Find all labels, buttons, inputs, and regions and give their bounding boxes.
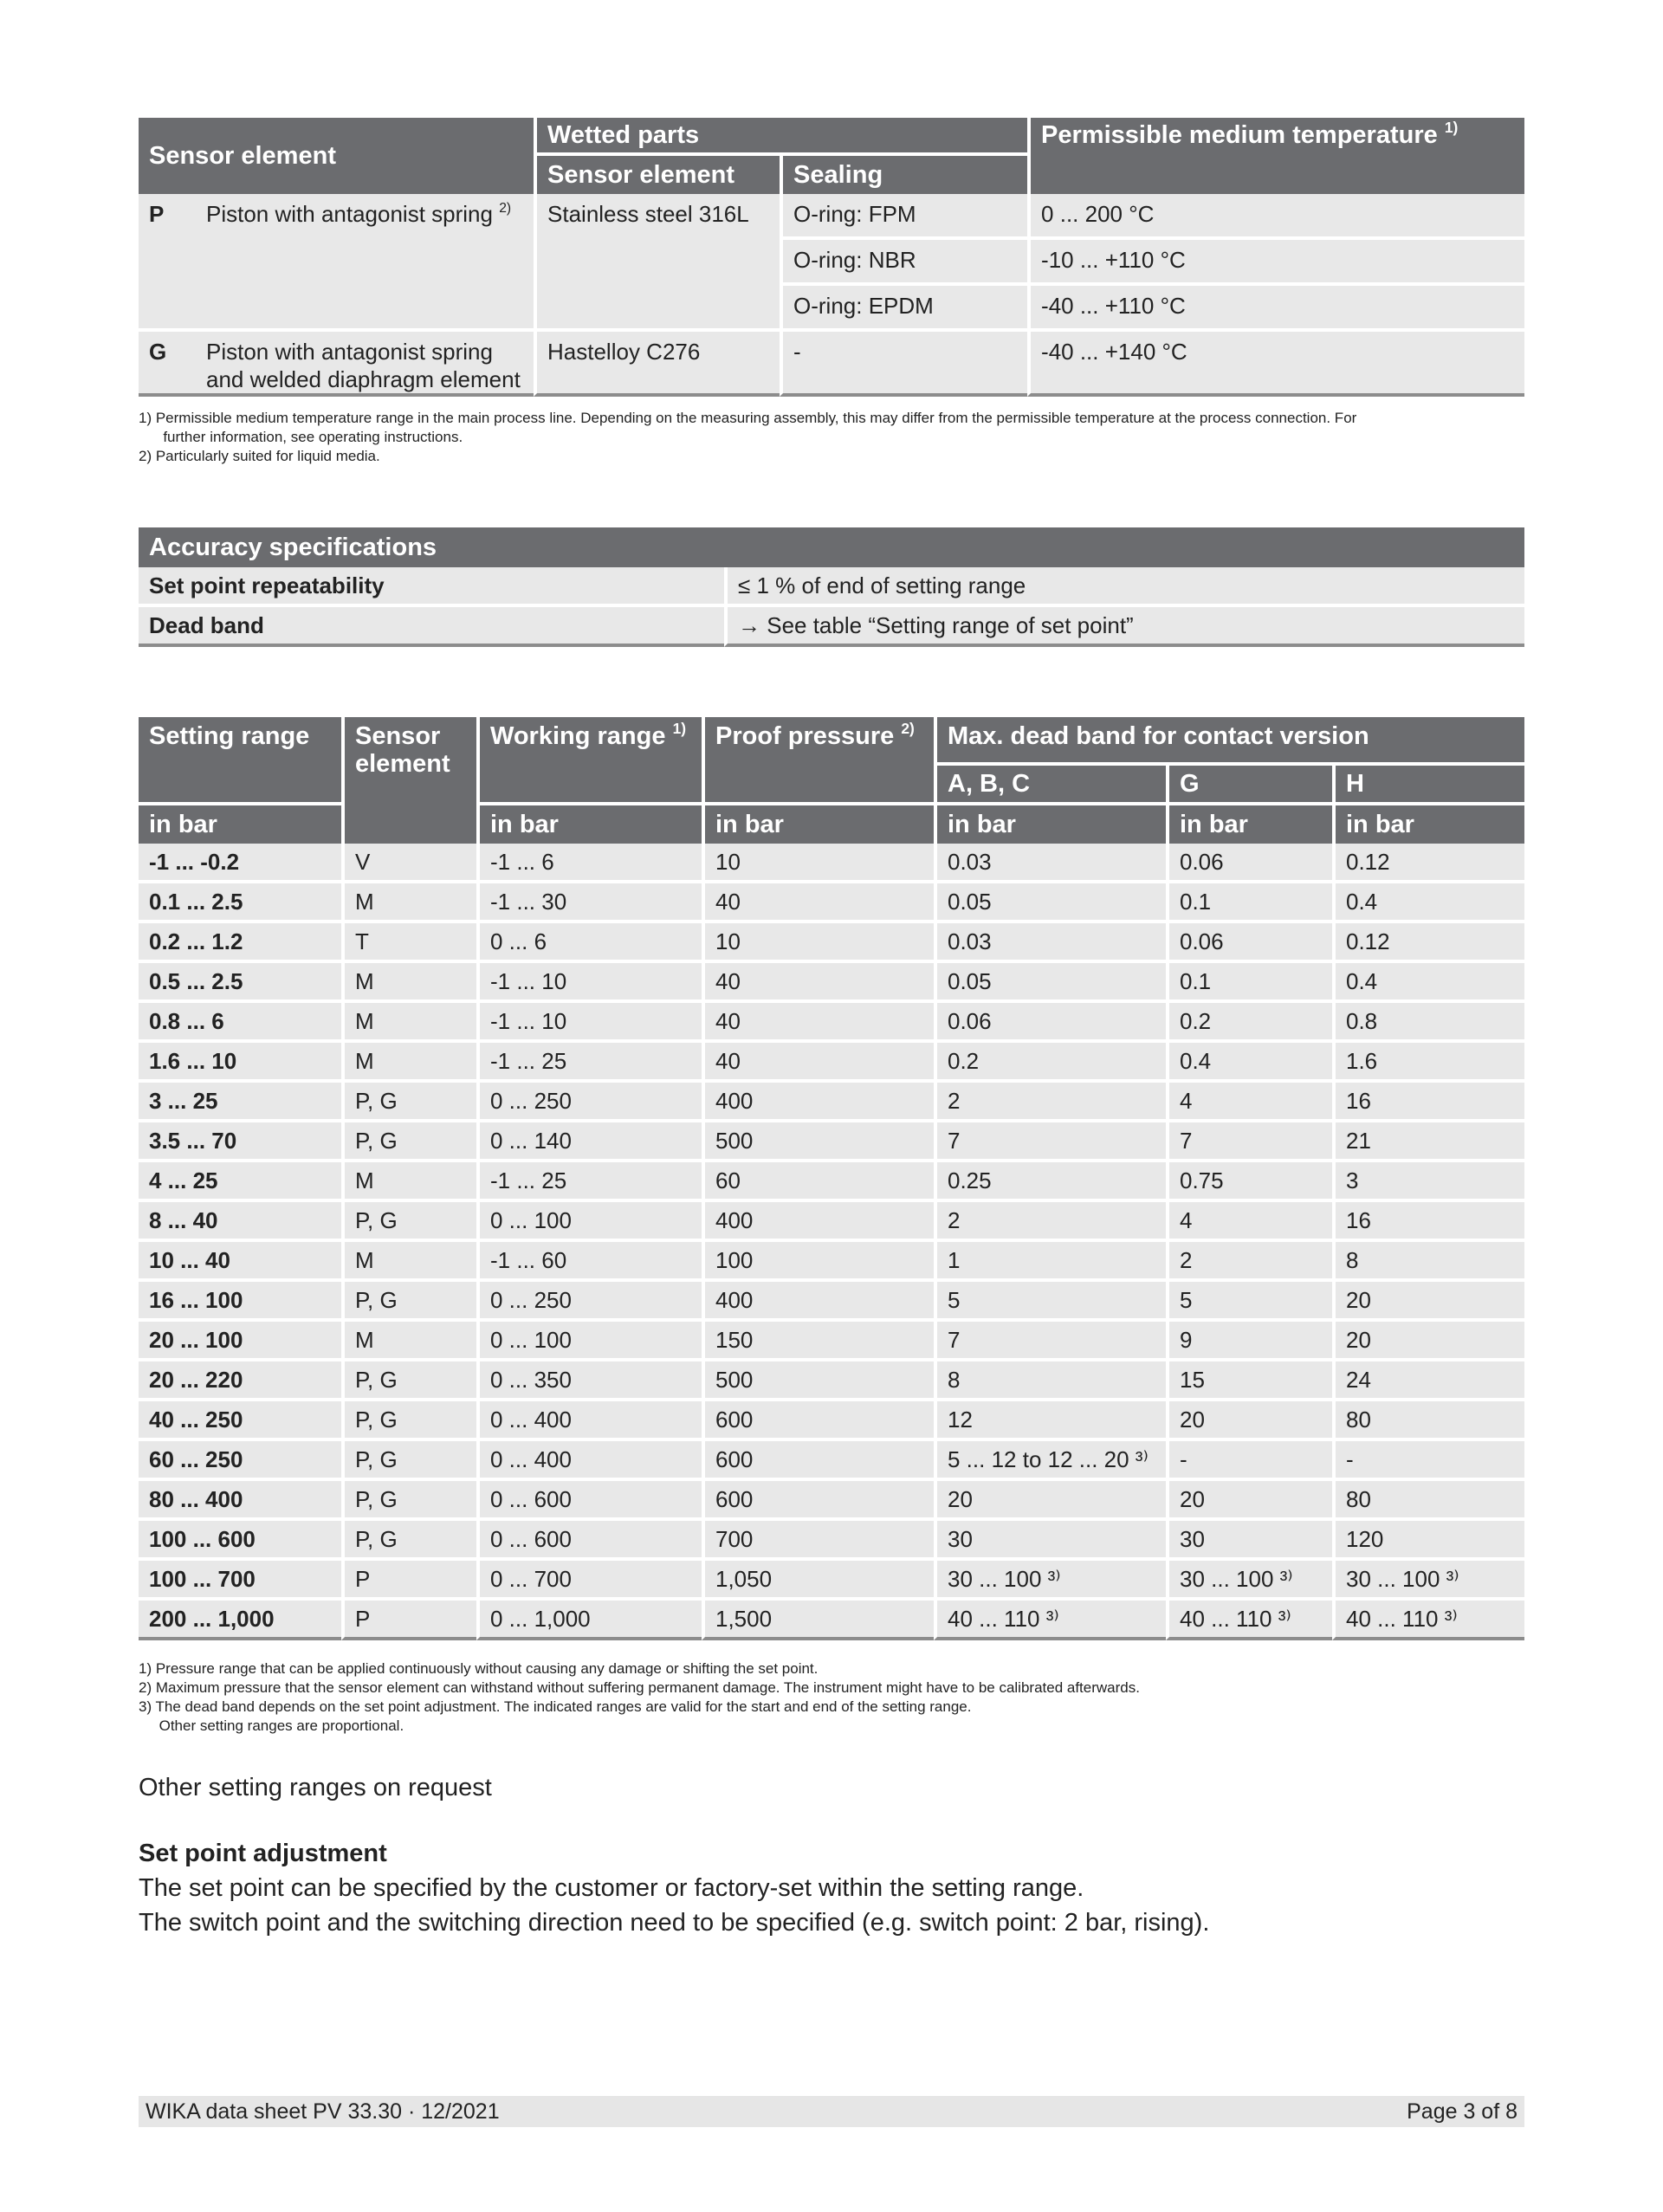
table-cell: -1 ... -0.2 <box>139 844 341 880</box>
table-cell: 0 ... 100 <box>476 1318 702 1358</box>
table-row <box>139 960 1524 999</box>
table-cell: P <box>341 1597 476 1640</box>
table-cell: 200 ... 1,000 <box>139 1597 341 1640</box>
table-cell: 20 ... 220 <box>139 1358 341 1398</box>
seal-cell: O-ring: EPDM <box>780 282 1027 328</box>
table-cell: 0.75 <box>1166 1159 1332 1199</box>
table-cell: 30 ... 100 ³⁾ <box>934 1557 1166 1597</box>
table-cell: 100 <box>702 1239 934 1278</box>
table-cell: 0.06 <box>1166 844 1332 880</box>
unit-label: in bar <box>702 802 934 844</box>
table-cell: P, G <box>341 1119 476 1159</box>
header-proof-pressure: Proof pressure $^{2)}$ <box>702 717 934 802</box>
table-row <box>139 1438 1524 1478</box>
table-cell: 0.4 <box>1166 1039 1332 1079</box>
table-cell: 80 <box>1332 1398 1524 1438</box>
table-cell: M <box>341 999 476 1039</box>
table-row <box>139 920 1524 960</box>
table-cell: M <box>341 960 476 999</box>
table-cell: 10 <box>702 844 934 880</box>
accuracy-value: ≤ 1 % of end of setting range <box>724 567 1524 604</box>
header-max-dead-band: Max. dead band for contact version <box>934 717 1524 762</box>
table-cell: 1,050 <box>702 1557 934 1597</box>
footnotes-materials <box>139 409 1524 466</box>
table-cell: 60 <box>702 1159 934 1199</box>
table-cell: -1 ... 10 <box>476 999 702 1039</box>
table-cell: 20 <box>1166 1478 1332 1517</box>
table-cell: 0.1 ... 2.5 <box>139 880 341 920</box>
table-row <box>139 999 1524 1039</box>
table-cell: 20 <box>1332 1318 1524 1358</box>
unit-label: in bar <box>934 802 1166 844</box>
table-cell: 12 <box>934 1398 1166 1438</box>
table-row <box>139 1159 1524 1199</box>
seal-cell: O-ring: FPM <box>780 194 1027 236</box>
header-sensor-element: Sensor element <box>341 717 476 844</box>
footnote: 1) Pressure range that can be applied continuously without causing any damage or shifting the set point. <box>139 1660 819 1677</box>
table-cell: P, G <box>341 1438 476 1478</box>
material-g: Hastelloy C276 <box>534 328 780 397</box>
header-sensor-element: Sensor element <box>139 118 534 194</box>
table-cell: 9 <box>1166 1318 1332 1358</box>
table-cell: 21 <box>1332 1119 1524 1159</box>
table-cell: 20 <box>1332 1278 1524 1318</box>
table-cell: 100 ... 600 <box>139 1517 341 1557</box>
seal-g: - <box>780 328 1027 397</box>
table-cell: M <box>341 880 476 920</box>
table-cell: 8 ... 40 <box>139 1199 341 1239</box>
table-cell: 8 <box>1332 1239 1524 1278</box>
table-cell: P, G <box>341 1517 476 1557</box>
table-cell: 5 ... 12 to 12 ... 20 ³⁾ <box>934 1438 1166 1478</box>
table-cell: 1.6 <box>1332 1039 1524 1079</box>
table-cell: 0.12 <box>1332 920 1524 960</box>
header-sealing: Sealing <box>780 152 1027 194</box>
table-cell: 0.2 ... 1.2 <box>139 920 341 960</box>
table-cell: 3.5 ... 70 <box>139 1119 341 1159</box>
table-cell: 24 <box>1332 1358 1524 1398</box>
header-working-range: Working range $^{1)}$ <box>476 717 702 802</box>
header-wetted-parts: Wetted parts <box>534 118 1027 152</box>
table-cell: -1 ... 25 <box>476 1039 702 1079</box>
table-cell: 120 <box>1332 1517 1524 1557</box>
unit-label: in bar <box>139 802 341 844</box>
table-cell: P, G <box>341 1079 476 1119</box>
table-cell: 500 <box>702 1119 934 1159</box>
page-footer <box>139 2096 1524 2127</box>
table-cell: 7 <box>934 1119 1166 1159</box>
table-cell: 1 <box>934 1239 1166 1278</box>
table-cell: M <box>341 1318 476 1358</box>
table-cell: -1 ... 30 <box>476 880 702 920</box>
unit-label: in bar <box>1166 802 1332 844</box>
table-cell: 0.8 <box>1332 999 1524 1039</box>
table-cell: 0.06 <box>934 999 1166 1039</box>
unit-label: in bar <box>476 802 702 844</box>
table-cell: 80 ... 400 <box>139 1478 341 1517</box>
table-cell: 7 <box>1166 1119 1332 1159</box>
table-cell: 3 <box>1332 1159 1524 1199</box>
paragraph-line: The set point can be specified by the customer or factory-set within the setting range. <box>139 1874 1084 1902</box>
table-cell: - <box>1332 1438 1524 1478</box>
header-wetted-sensor: Sensor element <box>534 152 780 194</box>
table-cell: 0 ... 600 <box>476 1517 702 1557</box>
table-row <box>139 1478 1524 1517</box>
table-cell: 0.05 <box>934 880 1166 920</box>
table-cell: 1.6 ... 10 <box>139 1039 341 1079</box>
table-cell: 0.1 <box>1166 880 1332 920</box>
table-cell: 20 ... 100 <box>139 1318 341 1358</box>
table-cell: 400 <box>702 1199 934 1239</box>
code-g: G <box>139 328 196 397</box>
table-cell: 0.4 <box>1332 960 1524 999</box>
header-h: H <box>1332 762 1524 802</box>
table-row <box>139 1239 1524 1278</box>
accuracy-table <box>139 527 1524 647</box>
footnote: 2) Particularly suited for liquid media. <box>139 448 380 464</box>
table-cell: 0.2 <box>934 1039 1166 1079</box>
table-cell: 100 ... 700 <box>139 1557 341 1597</box>
table-cell: 400 <box>702 1278 934 1318</box>
desc-g: Piston with antagonist spring and welded diaphragm element <box>196 328 534 397</box>
table-cell: 600 <box>702 1478 934 1517</box>
accuracy-label: Set point repeatability <box>139 567 724 604</box>
table-cell: 600 <box>702 1398 934 1438</box>
table-cell: 0.03 <box>934 844 1166 880</box>
table-cell: P, G <box>341 1358 476 1398</box>
table-row <box>139 880 1524 920</box>
accuracy-title: Accuracy specifications <box>139 527 1524 567</box>
table-cell: 80 <box>1332 1478 1524 1517</box>
table-cell: 16 <box>1332 1079 1524 1119</box>
table-cell: 40 <box>702 880 934 920</box>
table-cell: - <box>1166 1438 1332 1478</box>
table-cell: -1 ... 10 <box>476 960 702 999</box>
accuracy-value: → See table “Setting range of set point” <box>724 604 1524 647</box>
table-cell: 10 <box>702 920 934 960</box>
table-row <box>139 1398 1524 1438</box>
table-cell: 4 <box>1166 1079 1332 1119</box>
table-cell: 0 ... 350 <box>476 1358 702 1398</box>
table-cell: 20 <box>934 1478 1166 1517</box>
table-cell: 40 <box>702 960 934 999</box>
table-cell: 0 ... 400 <box>476 1438 702 1478</box>
table-cell: 0 ... 1,000 <box>476 1597 702 1640</box>
table-cell: 0.05 <box>934 960 1166 999</box>
table-cell: 4 ... 25 <box>139 1159 341 1199</box>
table-cell: 700 <box>702 1517 934 1557</box>
footnote: Other setting ranges are proportional. <box>139 1717 404 1734</box>
table-cell: 2 <box>1166 1239 1332 1278</box>
table-cell: P, G <box>341 1398 476 1438</box>
table-cell: 7 <box>934 1318 1166 1358</box>
table-row <box>139 1557 1524 1597</box>
temp-cell: 0 ... 200 °C <box>1027 194 1524 236</box>
sensor-materials-table <box>139 118 1524 397</box>
table-cell: P, G <box>341 1199 476 1239</box>
table-cell: 0 ... 6 <box>476 920 702 960</box>
table-cell: 0 ... 140 <box>476 1119 702 1159</box>
table-cell: 0.12 <box>1332 844 1524 880</box>
footnote: 3) The dead band depends on the set point adjustment. The indicated ranges are valid for the start and end of the setting range. <box>139 1698 972 1715</box>
table-row <box>139 1517 1524 1557</box>
footnote: further information, see operating instructions. <box>139 429 463 445</box>
setting-range-table <box>139 717 1524 1640</box>
table-cell: 40 <box>702 1039 934 1079</box>
table-cell: 40 ... 110 ³⁾ <box>934 1597 1166 1640</box>
table-cell: V <box>341 844 476 880</box>
table-cell: 0.1 <box>1166 960 1332 999</box>
set-point-adjustment <box>139 1836 1209 1940</box>
table-cell: 0 ... 400 <box>476 1398 702 1438</box>
table-cell: T <box>341 920 476 960</box>
table-cell: 0 ... 100 <box>476 1199 702 1239</box>
table-cell: M <box>341 1239 476 1278</box>
footer-page-number: Page 3 of 8 <box>1407 2099 1517 2124</box>
table-cell: 15 <box>1166 1358 1332 1398</box>
section-title: Set point adjustment <box>139 1840 387 1867</box>
table-row <box>139 1318 1524 1358</box>
table-cell: -1 ... 6 <box>476 844 702 880</box>
table-row <box>139 844 1524 880</box>
material-p: Stainless steel 316L <box>534 194 780 328</box>
table-row <box>139 1079 1524 1119</box>
table-cell: 60 ... 250 <box>139 1438 341 1478</box>
table-cell: P, G <box>341 1278 476 1318</box>
table-cell: 0 ... 250 <box>476 1079 702 1119</box>
table-cell: 150 <box>702 1318 934 1358</box>
table-cell: 30 ... 100 ³⁾ <box>1166 1557 1332 1597</box>
table-cell: 0 ... 700 <box>476 1557 702 1597</box>
footnote: 2) Maximum pressure that the sensor element can withstand without suffering permanent damage. The instrument might have to be calibrated afterwards. <box>139 1679 1140 1696</box>
table-row <box>139 1119 1524 1159</box>
table-cell: 0.5 ... 2.5 <box>139 960 341 999</box>
desc-p: Piston with antagonist spring $^{2)}$ <box>196 194 534 328</box>
table-cell: 40 ... 110 ³⁾ <box>1332 1597 1524 1640</box>
other-ranges-note: Other setting ranges on request <box>139 1774 492 1801</box>
table-cell: 500 <box>702 1358 934 1398</box>
table-row <box>139 1039 1524 1079</box>
unit-label: in bar <box>1332 802 1524 844</box>
table-cell: -1 ... 60 <box>476 1239 702 1278</box>
table-cell: 8 <box>934 1358 1166 1398</box>
table-cell: 5 <box>934 1278 1166 1318</box>
temp-g: -40 ... +140 °C <box>1027 328 1524 397</box>
table-cell: 40 <box>702 999 934 1039</box>
header-g: G <box>1166 762 1332 802</box>
footnotes-ranges <box>139 1659 1524 1736</box>
table-cell: 0.2 <box>1166 999 1332 1039</box>
table-cell: P <box>341 1557 476 1597</box>
table-row <box>139 1358 1524 1398</box>
table-cell: 10 ... 40 <box>139 1239 341 1278</box>
footer-doc-id: WIKA data sheet PV 33.30 · 12/2021 <box>146 2099 500 2124</box>
table-row <box>139 1278 1524 1318</box>
table-row <box>139 1199 1524 1239</box>
table-cell: 400 <box>702 1079 934 1119</box>
table-cell: 0.25 <box>934 1159 1166 1199</box>
seal-cell: O-ring: NBR <box>780 236 1027 282</box>
table-cell: M <box>341 1159 476 1199</box>
table-cell: 0.4 <box>1332 880 1524 920</box>
table-cell: -1 ... 25 <box>476 1159 702 1199</box>
table-cell: 30 <box>1166 1517 1332 1557</box>
table-cell: 0.8 ... 6 <box>139 999 341 1039</box>
table-cell: 4 <box>1166 1199 1332 1239</box>
table-cell: 2 <box>934 1079 1166 1119</box>
table-cell: 2 <box>934 1199 1166 1239</box>
table-cell: 3 ... 25 <box>139 1079 341 1119</box>
header-medium-temperature: Permissible medium temperature $^{1)}$ <box>1027 118 1524 194</box>
header-setting-range: Setting range <box>139 717 341 802</box>
footnote: 1) Permissible medium temperature range in the main process line. Depending on the measuring assembly, this may differ from the permissible temperature at the process connection. For <box>139 410 1357 426</box>
temp-cell: -10 ... +110 °C <box>1027 236 1524 282</box>
table-cell: P, G <box>341 1478 476 1517</box>
table-cell: M <box>341 1039 476 1079</box>
table-cell: 1,500 <box>702 1597 934 1640</box>
table-cell: 40 ... 250 <box>139 1398 341 1438</box>
header-abc: A, B, C <box>934 762 1166 802</box>
table-cell: 30 <box>934 1517 1166 1557</box>
table-cell: 40 ... 110 ³⁾ <box>1166 1597 1332 1640</box>
table-cell: 30 ... 100 ³⁾ <box>1332 1557 1524 1597</box>
table-cell: 5 <box>1166 1278 1332 1318</box>
table-cell: 0.06 <box>1166 920 1332 960</box>
table-cell: 0 ... 600 <box>476 1478 702 1517</box>
table-cell: 0 ... 250 <box>476 1278 702 1318</box>
table-cell: 600 <box>702 1438 934 1478</box>
paragraph-line: The switch point and the switching direction need to be specified (e.g. switch point: 2 bar, rising). <box>139 1909 1210 1937</box>
table-row <box>139 1597 1524 1640</box>
table-cell: 16 ... 100 <box>139 1278 341 1318</box>
temp-cell: -40 ... +110 °C <box>1027 282 1524 328</box>
setting-range-rows <box>139 844 1524 1640</box>
accuracy-label: Dead band <box>139 604 724 647</box>
code-p: P <box>139 194 196 328</box>
table-cell: 0.03 <box>934 920 1166 960</box>
table-cell: 16 <box>1332 1199 1524 1239</box>
table-cell: 20 <box>1166 1398 1332 1438</box>
